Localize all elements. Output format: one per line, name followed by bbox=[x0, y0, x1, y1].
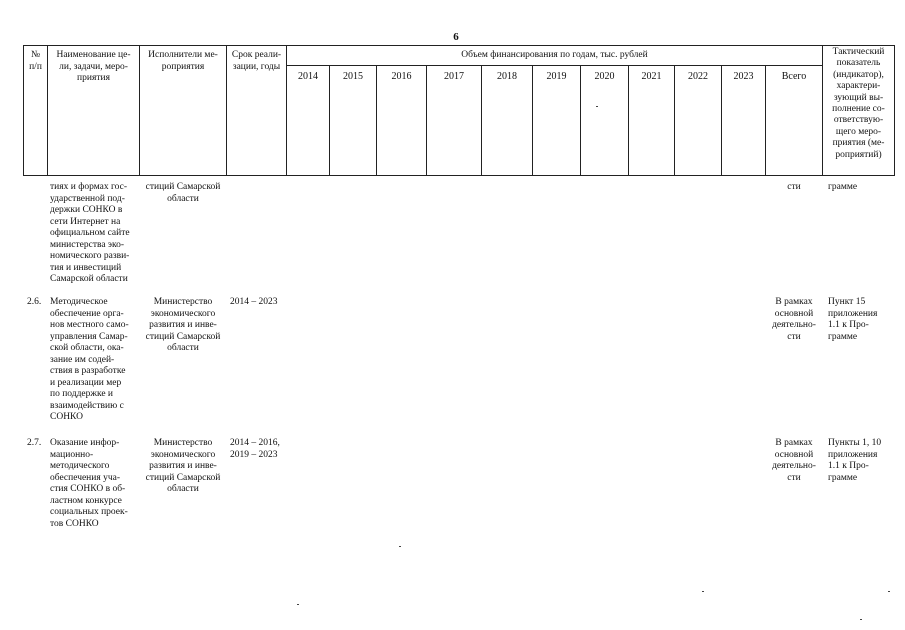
header-financing-title: Объем финансирования по годам, тыс. рублей bbox=[461, 50, 648, 60]
scan-speck bbox=[888, 591, 890, 592]
row-indicator bbox=[828, 297, 877, 343]
header-executors bbox=[140, 50, 226, 73]
row-name-line: ствия в разработке bbox=[50, 366, 126, 376]
row-executor bbox=[140, 297, 226, 355]
header-period bbox=[227, 50, 286, 73]
row-num: 2.7. bbox=[27, 438, 42, 448]
row-name-line: номического разви- bbox=[50, 251, 130, 261]
row-name-line: методического bbox=[50, 461, 110, 471]
header-year-2017: 2017 bbox=[444, 71, 464, 82]
row-name-line: социальных проек- bbox=[50, 507, 128, 517]
header-indicator-line: полнение со- bbox=[832, 104, 885, 115]
row-name-line: ской области, ока- bbox=[50, 343, 124, 353]
row-name bbox=[50, 438, 128, 530]
row-executor-line: стиций Самарской bbox=[145, 182, 221, 192]
row-name-line: тия и инвестиций bbox=[50, 262, 122, 273]
header-year-2015: 2015 bbox=[343, 71, 363, 82]
row-total-line: В рамках bbox=[775, 297, 813, 307]
row-indicator bbox=[828, 438, 881, 484]
row-name-line: ластном конкурсе bbox=[50, 495, 122, 506]
row-total-line: деятельно- bbox=[772, 461, 816, 471]
row-executor-line: стиций Самарской bbox=[145, 331, 221, 342]
row-name-line: нов местного само- bbox=[50, 320, 129, 330]
row-name-line: официальном сайте bbox=[50, 228, 130, 238]
row-period-line: 2014 – 2016, bbox=[230, 438, 280, 448]
header-year-2019: 2019 bbox=[546, 71, 567, 82]
row-total-line: сти bbox=[787, 331, 801, 342]
header-indicator-line: зующий вы- bbox=[833, 92, 884, 103]
header-period-line: Срок реали- bbox=[231, 50, 282, 60]
row-name-line: Оказание инфор- bbox=[50, 438, 120, 448]
row-period-line: 2019 – 2023 bbox=[230, 449, 278, 460]
row-total-line: основной bbox=[774, 308, 814, 319]
header-name bbox=[48, 50, 139, 85]
row-total-line: сти bbox=[787, 472, 801, 483]
row-indicator bbox=[828, 182, 857, 194]
row-name-line: тов СОНКО bbox=[50, 518, 99, 529]
row-executor-line: Министерство bbox=[153, 438, 213, 448]
row-name-line: обеспечения уча- bbox=[50, 472, 121, 483]
header-year-2021: 2021 bbox=[641, 71, 662, 82]
row-name-line: Методическое bbox=[50, 297, 108, 307]
row-executor-line: экономического bbox=[150, 449, 216, 460]
row-name-line: по поддержке и bbox=[50, 389, 114, 399]
scan-speck bbox=[596, 106, 598, 107]
header-year-2018: 2018 bbox=[497, 71, 517, 82]
header-indicator-line: (индикатор), bbox=[833, 69, 884, 80]
header-num bbox=[24, 50, 47, 73]
row-executor-line: области bbox=[167, 343, 199, 353]
row-name-line: стия СОНКО в об- bbox=[50, 484, 126, 494]
row-name-line: держки СОНКО в bbox=[50, 205, 123, 215]
header-year-2016: 2016 bbox=[391, 71, 412, 82]
row-name bbox=[50, 297, 129, 424]
scan-speck bbox=[399, 546, 401, 547]
page-number: 6 bbox=[453, 31, 459, 43]
row-executor-line: развития и инве- bbox=[149, 320, 217, 330]
header-period-line: зации, годы bbox=[232, 61, 281, 72]
row-executor-line: Министерство bbox=[153, 297, 213, 307]
row-name-line: зание им содей- bbox=[50, 354, 115, 365]
row-indicator-line: Пункты 1, 10 bbox=[828, 438, 882, 448]
scan-speck bbox=[860, 619, 862, 620]
row-name-line: министерства эко- bbox=[50, 239, 125, 250]
row-total bbox=[766, 438, 822, 484]
row-indicator-line: 1.1 к Про- bbox=[828, 461, 869, 471]
header-num-line: п/п bbox=[29, 61, 42, 72]
header-year-2022: 2022 bbox=[688, 71, 708, 82]
row-name-line: Самарской области bbox=[50, 274, 128, 284]
header-indicator-line: показатель bbox=[836, 58, 881, 69]
row-name-line: мационно- bbox=[50, 449, 94, 460]
row-period bbox=[230, 438, 280, 461]
row-name-line: СОНКО bbox=[50, 412, 84, 422]
header-num-line: № bbox=[30, 50, 41, 60]
row-total bbox=[766, 182, 822, 194]
row-name-line: управления Самар- bbox=[50, 331, 128, 342]
header-indicator-line: характери- bbox=[836, 81, 881, 92]
row-indicator-line: грамме bbox=[828, 182, 858, 192]
header-indicator-line: щего меро- bbox=[835, 126, 882, 137]
row-indicator-line: грамме bbox=[828, 331, 858, 342]
row-period-line: 2014 – 2023 bbox=[230, 297, 278, 307]
header-executors-line: роприятия bbox=[161, 61, 205, 72]
row-indicator-line: Пункт 15 bbox=[828, 297, 866, 307]
row-name-line: ударственной под- bbox=[50, 193, 125, 204]
header-indicator-line: роприятий) bbox=[835, 149, 882, 160]
row-executor bbox=[140, 438, 226, 496]
row-indicator-line: приложения bbox=[828, 308, 878, 319]
row-num: 2.6. bbox=[27, 297, 42, 307]
row-name-line: обеспечение орга- bbox=[50, 308, 124, 319]
row-executor-line: области bbox=[167, 484, 199, 494]
row-name-line: и реализации мер bbox=[50, 377, 122, 388]
header-indicator bbox=[823, 47, 894, 161]
header-indicator-line: приятия (ме- bbox=[832, 138, 885, 149]
header-name-line: ли, задачи, меро- bbox=[59, 61, 128, 72]
row-name-line: сети Интернет на bbox=[50, 216, 121, 227]
header-total: Всего bbox=[781, 71, 807, 82]
scan-speck bbox=[297, 604, 299, 605]
row-indicator-line: грамме bbox=[828, 472, 858, 483]
row-total-line: В рамках bbox=[775, 438, 813, 448]
row-name-line: тиях и формах гос- bbox=[50, 182, 128, 192]
row-executor-line: области bbox=[167, 193, 199, 204]
row-period bbox=[230, 297, 278, 309]
row-executor-line: стиций Самарской bbox=[145, 472, 221, 483]
row-executor bbox=[140, 182, 226, 205]
header-indicator-line: ответствую- bbox=[833, 115, 884, 126]
row-executor-line: экономического bbox=[150, 308, 216, 319]
row-executor-line: развития и инве- bbox=[149, 461, 217, 471]
header-year-2023: 2023 bbox=[733, 71, 754, 82]
row-name-line: взаимодействию с bbox=[50, 400, 124, 411]
scan-speck bbox=[702, 591, 704, 592]
header-name-line: Наименование це- bbox=[56, 50, 131, 60]
header-executors-line: Исполнители ме- bbox=[148, 50, 218, 60]
row-total bbox=[766, 297, 822, 343]
row-name bbox=[50, 182, 130, 286]
row-indicator-line: 1.1 к Про- bbox=[828, 320, 869, 330]
row-indicator-line: приложения bbox=[828, 449, 878, 460]
header-name-line: приятия bbox=[77, 73, 110, 83]
header-indicator-line: Тактический bbox=[832, 47, 885, 57]
header-year-2020: 2020 bbox=[594, 71, 615, 82]
row-total-line: сти bbox=[787, 182, 801, 192]
header-year-2014: 2014 bbox=[298, 71, 318, 82]
row-total-line: основной bbox=[774, 449, 814, 460]
row-total-line: деятельно- bbox=[772, 320, 816, 330]
